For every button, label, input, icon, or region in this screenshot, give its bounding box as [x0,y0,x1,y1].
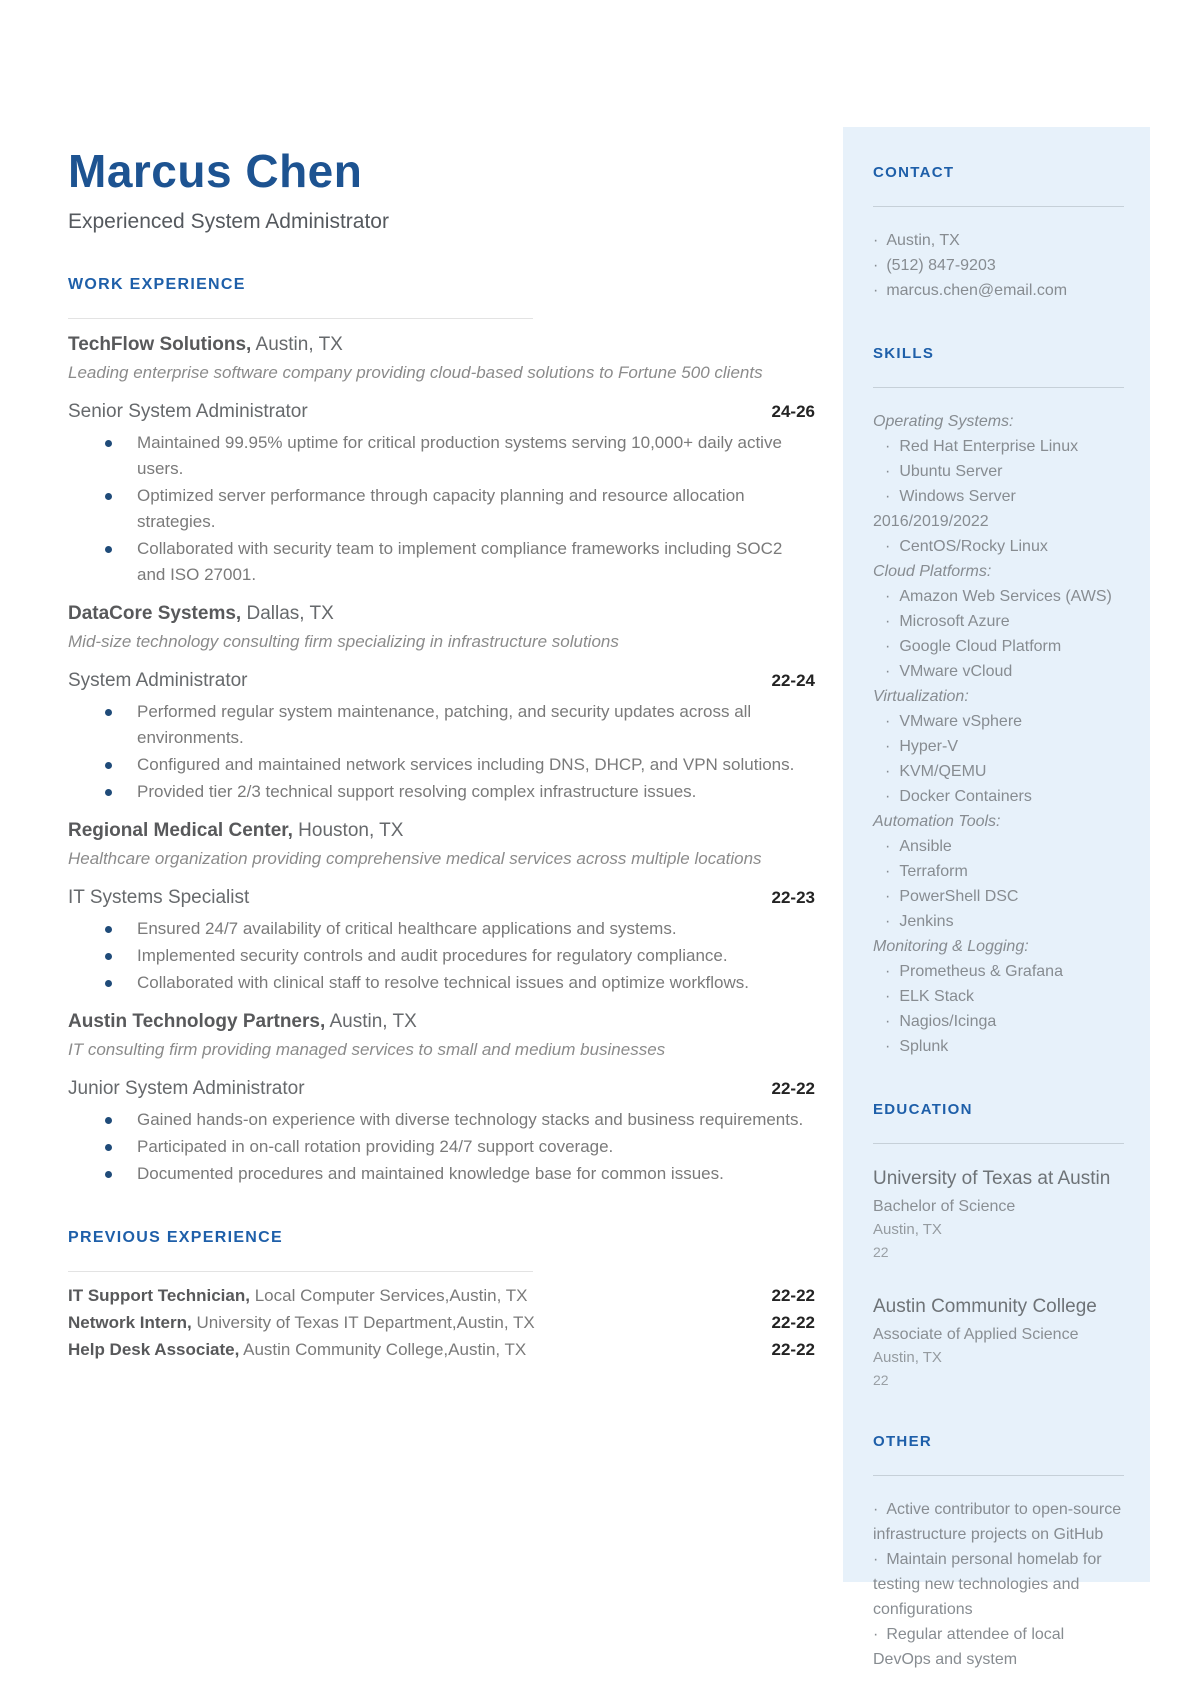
spacer [873,1391,1124,1433]
skill-group-label: Cloud Platforms: [873,563,992,580]
role-row [68,670,815,692]
other-heading: OTHER [873,1433,932,1450]
contact-heading: CONTACT [873,164,955,181]
bullet-item [68,699,815,751]
skill-item: · VMware vCloud [873,659,1124,684]
bullet-icon [105,762,112,769]
role-dates: 22-24 [771,670,815,690]
previous-job-org: University of Texas IT Department,Austin, TX [191,1312,535,1332]
skill-group-label: Virtualization: [873,688,969,705]
bullet-text: Participated in on-call rotation providing 24/7 support coverage. [137,1136,614,1156]
other-item: · Regular attendee of local DevOps and system [873,1622,1124,1672]
skill-item: · Hyper-V [873,734,1124,759]
sidebar-divider [873,1143,1124,1144]
bullet-text: Maintained 99.95% uptime for critical production systems serving 10,000+ daily active users. [137,432,782,478]
main-column [68,146,815,1363]
previous-job-dates: 22-22 [771,1339,815,1359]
bullet-text: Collaborated with clinical staff to resolve technical issues and optimize workflows. [137,972,749,992]
company-line [68,334,815,356]
graduation-year: 22 [873,1372,889,1388]
skill-item: · Jenkins [873,909,1124,934]
company-location: Austin, TX [325,1010,417,1032]
education-heading: EDUCATION [873,1101,973,1118]
person-title: Experienced System Administrator [68,209,389,233]
bullet-item [68,1134,815,1160]
company-name: Regional Medical Center, [68,819,293,841]
skill-item: · Ansible [873,834,1124,859]
previous-job-text [68,1282,527,1309]
contact-phone: · (512) 847-9203 [873,253,1124,278]
sidebar [843,127,1150,1672]
job-entry [68,334,815,588]
section-divider [68,1271,533,1272]
bullet-icon [105,980,112,987]
previous-job-row [68,1309,815,1336]
skill-item: · KVM/QEMU [873,759,1124,784]
spacer [873,303,1124,345]
role-row [68,887,815,909]
bullet-icon [105,440,112,447]
skill-item: · Nagios/Icinga [873,1009,1124,1034]
company-line [68,603,815,625]
company-summary: IT consulting firm providing managed services to small and medium businesses [68,1039,666,1059]
bullet-icon [105,493,112,500]
education-entry [873,1165,1124,1263]
company-line [68,1011,815,1033]
bullet-item [68,483,815,535]
skill-group-label: Automation Tools: [873,813,1001,830]
bullet-icon [105,926,112,933]
bullet-text: Ensured 24/7 availability of critical healthcare applications and systems. [137,918,677,938]
previous-job-row [68,1336,815,1363]
bullet-item [68,1161,815,1187]
previous-job-dates: 22-22 [771,1312,815,1332]
section-divider [68,318,533,319]
skill-group-label: Monitoring & Logging: [873,938,1029,955]
company-line [68,820,815,842]
skills-section [873,345,1124,1059]
bullet-text: Documented procedures and maintained knowledge base for common issues. [137,1163,724,1183]
job-bullet-list [68,430,815,588]
bullet-item [68,779,815,805]
company-name: DataCore Systems, [68,602,242,624]
graduation-year: 22 [873,1244,889,1260]
company-location: Dallas, TX [241,602,334,624]
skill-item: · PowerShell DSC [873,884,1124,909]
bullet-icon [105,1144,112,1151]
company-name: Austin Technology Partners, [68,1010,326,1032]
previous-job-title: Network Intern, [68,1312,192,1332]
school-name: Austin Community College [873,1296,1097,1317]
skill-item: · Prometheus & Grafana [873,959,1124,984]
skills-heading: SKILLS [873,345,935,362]
skill-item: · Docker Containers [873,784,1124,809]
company-summary: Leading enterprise software company providing cloud-based solutions to Fortune 500 clients [68,362,763,382]
bullet-text: Collaborated with security team to implement compliance frameworks including SOC2 and ISO 27001. [137,538,783,584]
role-row [68,401,815,423]
job-bullet-list [68,916,815,996]
previous-job-org: Austin Community College,Austin, TX [239,1339,527,1359]
bullet-icon [105,1117,112,1124]
job-entry [68,603,815,805]
sidebar-divider [873,387,1124,388]
bullet-icon [105,953,112,960]
bullet-item [68,1107,815,1133]
bullet-text: Implemented security controls and audit procedures for regulatory compliance. [137,945,728,965]
job-entry [68,1011,815,1187]
education-entry [873,1293,1124,1391]
skill-item: · VMware vSphere [873,709,1124,734]
contact-email: · marcus.chen@email.com [873,278,1124,303]
work-experience-heading: WORK EXPERIENCE [68,275,246,293]
role-dates: 22-23 [771,887,815,907]
bullet-text: Provided tier 2/3 technical support resolving complex infrastructure issues. [137,781,697,801]
other-item: · Maintain personal homelab for testing new technologies and configurations [873,1547,1124,1622]
skill-group-label: Operating Systems: [873,413,1014,430]
company-name: TechFlow Solutions, [68,333,252,355]
contact-section [873,164,1124,303]
degree: Associate of Applied Science [873,1326,1079,1343]
role-title: System Administrator [68,669,248,691]
previous-job-org: Local Computer Services,Austin, TX [249,1285,528,1305]
bullet-icon [105,709,112,716]
bullet-text: Optimized server performance through capacity planning and resource allocation strategies. [137,485,745,531]
skill-item: · Terraform [873,859,1124,884]
company-summary: Mid-size technology consulting firm specializing in infrastructure solutions [68,631,619,651]
bullet-text: Gained hands-on experience with diverse technology stacks and business requirements. [137,1109,804,1129]
previous-job-text [68,1336,526,1363]
bullet-item [68,430,815,482]
bullet-icon [105,1171,112,1178]
bullet-icon [105,546,112,553]
previous-job-title: IT Support Technician, [68,1285,250,1305]
role-title: Junior System Administrator [68,1077,305,1099]
school-location: Austin, TX [873,1221,942,1238]
skill-item: · Red Hat Enterprise Linux [873,434,1124,459]
skill-item: · Windows Server 2016/2019/2022 [873,484,1124,534]
job-bullet-list [68,699,815,805]
degree: Bachelor of Science [873,1198,1016,1215]
bullet-item [68,970,815,996]
bullet-item [68,752,815,778]
role-row [68,1078,815,1100]
skill-item: · CentOS/Rocky Linux [873,534,1124,559]
previous-job-title: Help Desk Associate, [68,1339,240,1359]
other-item: · Active contributor to open-source infrastructure projects on GitHub [873,1497,1124,1547]
bullet-item [68,943,815,969]
role-dates: 24-26 [771,401,815,421]
skill-item: · Google Cloud Platform [873,634,1124,659]
role-title: IT Systems Specialist [68,886,250,908]
previous-job-text [68,1309,535,1336]
contact-location: · Austin, TX [873,228,1124,253]
sidebar-content [843,127,1150,1672]
skill-item: · Amazon Web Services (AWS) [873,584,1124,609]
previous-experience-heading: PREVIOUS EXPERIENCE [68,1228,283,1246]
education-section [873,1101,1124,1391]
job-bullet-list [68,1107,815,1187]
skill-item: · Ubuntu Server [873,459,1124,484]
spacer [873,1059,1124,1101]
sidebar-divider [873,1475,1124,1476]
job-entry [68,820,815,996]
bullet-text: Performed regular system maintenance, patching, and security updates across all environments. [137,701,752,747]
skill-item: · Splunk [873,1034,1124,1059]
sidebar-divider [873,206,1124,207]
bullet-text: Configured and maintained network services including DNS, DHCP, and VPN solutions. [137,754,795,774]
other-section [873,1433,1124,1672]
role-dates: 22-22 [771,1078,815,1098]
skill-item: · ELK Stack [873,984,1124,1009]
school-location: Austin, TX [873,1349,942,1366]
bullet-icon [105,789,112,796]
company-summary: Healthcare organization providing comprehensive medical services across multiple locations [68,848,762,868]
company-location: Houston, TX [292,819,404,841]
company-location: Austin, TX [251,333,343,355]
bullet-item [68,916,815,942]
school-name: University of Texas at Austin [873,1168,1111,1189]
person-name: Marcus Chen [68,145,363,197]
previous-job-dates: 22-22 [771,1285,815,1305]
bullet-item [68,536,815,588]
skill-item: · Microsoft Azure [873,609,1124,634]
previous-job-row [68,1282,815,1309]
role-title: Senior System Administrator [68,400,308,422]
